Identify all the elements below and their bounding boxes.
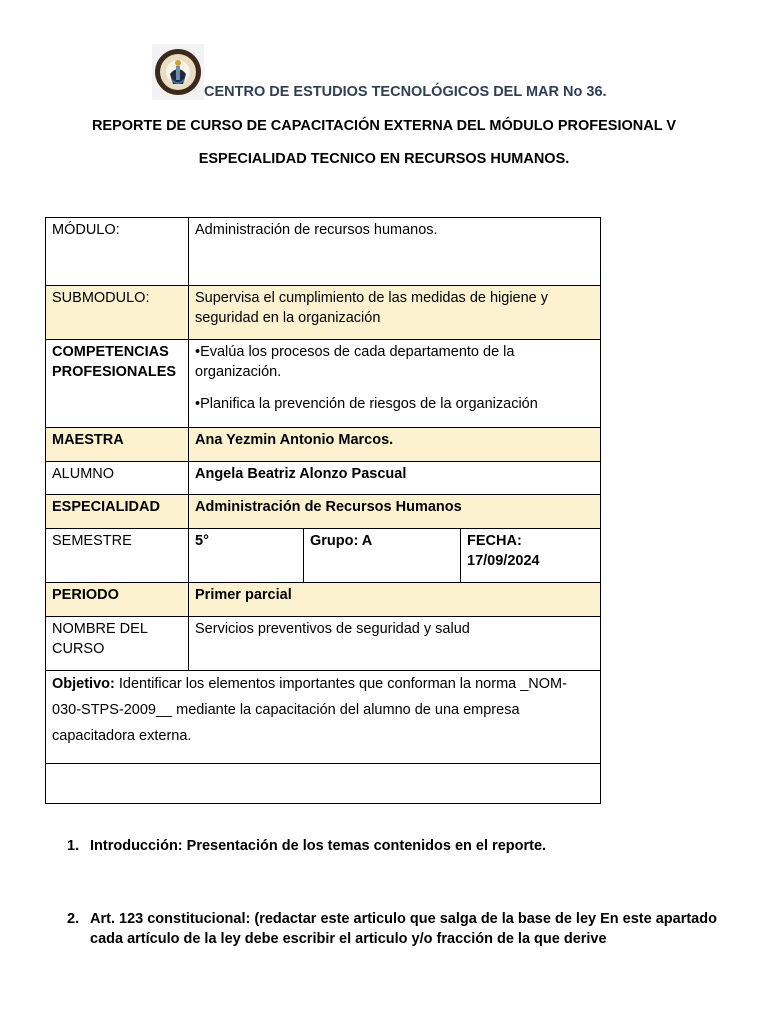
- row-empty: [46, 764, 601, 804]
- modulo-label: MÓDULO:: [46, 218, 189, 286]
- modulo-value: Administración de recursos humanos.: [189, 218, 601, 286]
- maestra-value: Ana Yezmin Antonio Marcos.: [189, 428, 601, 462]
- row-modulo: [46, 218, 601, 286]
- row-especialidad: [46, 495, 601, 529]
- row-objetivo: [46, 671, 601, 764]
- submodulo-label: SUBMODULO:: [46, 286, 189, 340]
- semestre-label: SEMESTRE: [46, 529, 189, 583]
- maestra-label: MAESTRA: [46, 428, 189, 462]
- report-subtitle: ESPECIALIDAD TECNICO EN RECURSOS HUMANOS.: [198, 151, 570, 167]
- semestre-value: 5°: [189, 529, 304, 583]
- competencia-item: •Evalúa los procesos de cada departamento de la organización.: [195, 344, 515, 380]
- objetivo-label: Objetivo:: [52, 676, 115, 692]
- curso-label: NOMBRE DEL CURSO: [46, 617, 189, 671]
- especialidad-value: Administración de Recursos Humanos: [189, 495, 601, 529]
- curso-value: Servicios preventivos de seguridad y salud: [189, 617, 601, 671]
- especialidad-label: ESPECIALIDAD: [46, 495, 189, 529]
- section-text: Introducción: Presentación de los temas contenidos en el reporte.: [90, 838, 547, 854]
- section-text: Art. 123 constitucional: (redactar este articulo que salga de la base de ley En este apartado cada artículo de la ley debe escribir el articulo y/o fracción de la que derive: [90, 911, 717, 947]
- report-title: REPORTE DE CURSO DE CAPACITACIÓN EXTERNA DEL MÓDULO PROFESIONAL V: [91, 118, 677, 134]
- section-number: 1.: [67, 838, 80, 854]
- periodo-value: Primer parcial: [189, 583, 601, 617]
- report-sections: [60, 836, 720, 949]
- competencias-value: [189, 340, 601, 428]
- competencia-item: •Planifica la prevención de riesgos de la organización: [195, 396, 538, 412]
- periodo-label: PERIODO: [46, 583, 189, 617]
- row-curso: [46, 617, 601, 671]
- row-maestra: [46, 428, 601, 462]
- empty-cell: [46, 764, 601, 804]
- section-item: [60, 909, 720, 949]
- fecha-value: FECHA: 17/09/2024: [461, 529, 601, 583]
- course-info-table: [45, 217, 601, 804]
- objetivo-text: Identificar los elementos importantes que conforman la norma _NOM-030-STPS-2009__ mediante la capacitación del alumno de una empresa capacitadora externa.: [52, 676, 567, 744]
- grupo-value: Grupo: A: [304, 529, 461, 583]
- row-competencias: [46, 340, 601, 428]
- submodulo-value: Supervisa el cumplimiento de las medidas de higiene y seguridad en la organización: [189, 286, 601, 340]
- row-alumno: [46, 462, 601, 495]
- school-name: CENTRO DE ESTUDIOS TECNOLÓGICOS DEL MAR No 36.: [204, 84, 607, 100]
- section-number: 2.: [67, 911, 80, 927]
- competencias-label: COMPETENCIAS PROFESIONALES: [46, 340, 189, 428]
- row-semestre: [46, 529, 601, 583]
- row-submodulo: [46, 286, 601, 340]
- school-seal-icon: [152, 44, 204, 100]
- alumno-label: ALUMNO: [46, 462, 189, 495]
- alumno-value: Angela Beatriz Alonzo Pascual: [189, 462, 601, 495]
- row-periodo: [46, 583, 601, 617]
- objetivo-cell: [46, 671, 601, 764]
- section-item: [60, 836, 720, 856]
